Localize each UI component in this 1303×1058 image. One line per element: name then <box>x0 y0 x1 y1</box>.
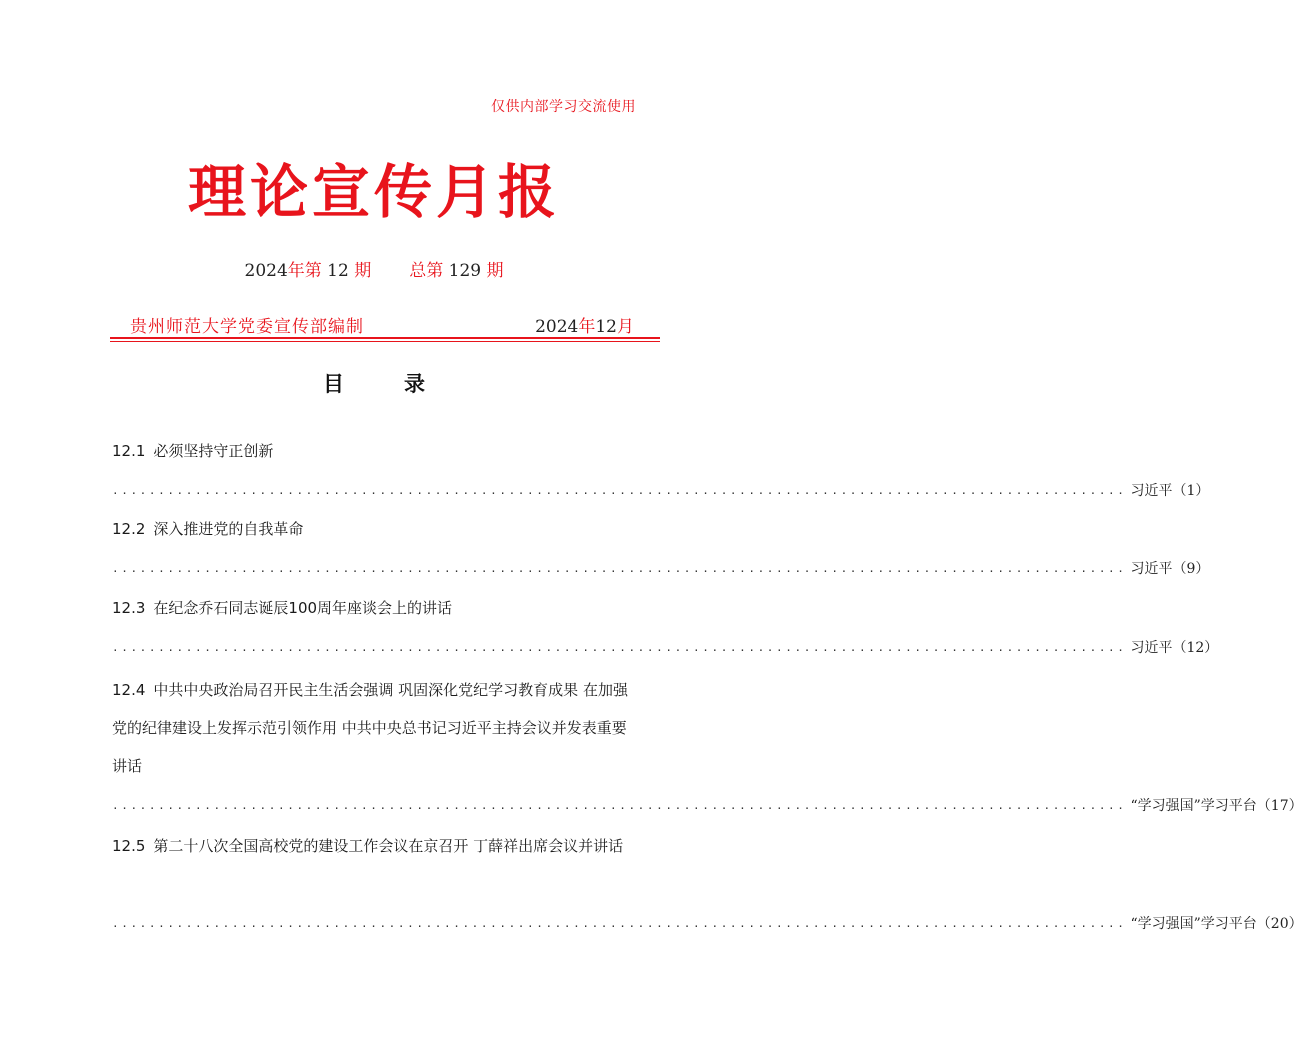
toc-entry-source: “学习强国”学习平台（17） <box>1130 798 1303 814</box>
issue-line <box>0 256 748 281</box>
pub-month: 12 <box>595 317 617 337</box>
toc-entry-source: “学习强国”学习平台（20） <box>1130 916 1303 932</box>
toc-entry-text: 在纪念乔石同志诞辰100周年座谈会上的讲话 <box>153 599 453 617</box>
pub-month-unit: 月 <box>617 317 634 337</box>
issue-number: 12 <box>327 261 349 281</box>
toc-entry-leader <box>112 479 1210 501</box>
total-number: 129 <box>448 261 482 281</box>
toc-entry-leader <box>112 794 1303 816</box>
dot-leader: .............................................................................................................. <box>112 483 1127 497</box>
toc-entry-title[interactable] <box>112 513 640 545</box>
toc-entry-text: 中共中央政治局召开民主生活会强调 巩固深化党纪学习教育成果 在加强党的纪律建设上发挥示范引领作用 中共中央总书记习近平主持会议并发表重要讲话 <box>112 681 628 775</box>
dot-leader: .............................................................................................................. <box>112 798 1127 812</box>
toc-entry-text: 必须坚持守正创新 <box>153 442 274 460</box>
toc-entry-source: 习近平（12） <box>1130 640 1219 656</box>
toc-entry-leader <box>112 557 1210 579</box>
toc-entry-title[interactable] <box>112 827 640 865</box>
toc-entry-leader <box>112 912 1303 934</box>
pub-year: 2024 <box>535 317 579 337</box>
issue-year: 2024 <box>244 261 288 281</box>
issue-number-unit: 期 <box>354 261 372 281</box>
pub-year-unit: 年 <box>578 317 596 337</box>
toc-entry-text: 第二十八次全国高校党的建设工作会议在京召开 丁薛祥出席会议并讲话 <box>153 837 624 855</box>
toc-entry-number: 12.1 <box>112 442 146 460</box>
toc-entry-title[interactable] <box>112 592 640 624</box>
header-divider-thick <box>110 337 660 339</box>
masthead-title: 理论宣传月报 <box>187 158 560 226</box>
toc-entry-title[interactable] <box>112 435 640 467</box>
publish-date <box>535 312 634 337</box>
publisher: 贵州师范大学党委宣传部编制 <box>130 317 364 337</box>
total-unit: 期 <box>486 261 504 281</box>
toc-entry-title[interactable] <box>112 671 640 785</box>
toc-entry-number: 12.4 <box>112 681 146 699</box>
toc-entry-number: 12.3 <box>112 599 146 617</box>
issue-year-unit: 年第 <box>287 261 322 281</box>
header-divider-thin <box>110 341 660 342</box>
toc-entry-leader <box>112 636 1219 658</box>
toc-entry-number: 12.2 <box>112 520 146 538</box>
toc-entry-source: 习近平（1） <box>1130 483 1210 499</box>
internal-use-notice: 仅供内部学习交流使用 <box>491 99 636 115</box>
toc-entry-text: 深入推进党的自我革命 <box>153 520 304 538</box>
dot-leader: .............................................................................................................. <box>112 640 1127 654</box>
total-prefix: 总第 <box>409 261 444 281</box>
toc-heading: 目录 <box>323 371 485 396</box>
toc-entry-source: 习近平（9） <box>1130 561 1210 577</box>
toc-entry-number: 12.5 <box>112 837 146 855</box>
dot-leader: .............................................................................................................. <box>112 916 1127 930</box>
dot-leader: .............................................................................................................. <box>112 561 1127 575</box>
